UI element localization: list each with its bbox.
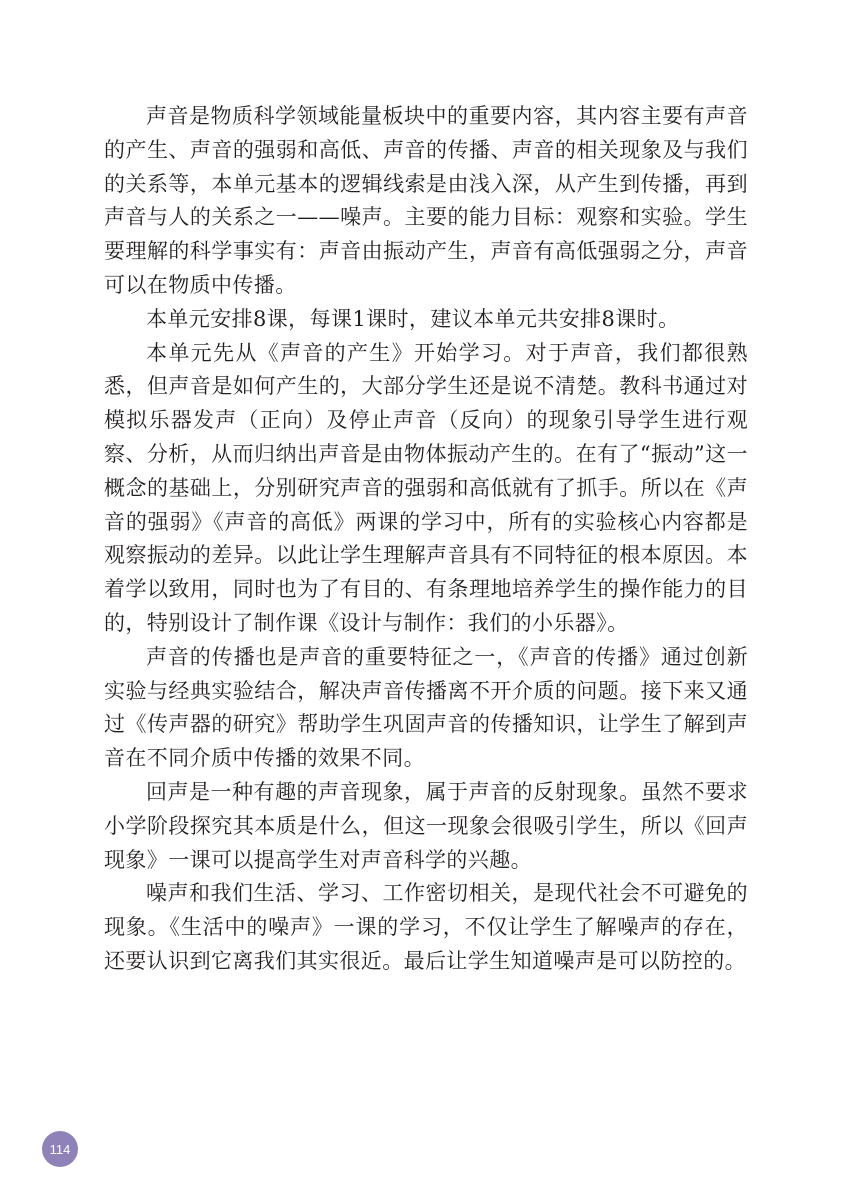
page-body bbox=[104, 100, 748, 979]
paragraph-echo: 回声是一种有趣的声音现象，属于声音的反射现象。虽然不要求小学阶段探究其本质是什么，但这一现象会很吸引学生，所以《回声现象》一课可以提高学生对声音科学的兴趣。 bbox=[104, 779, 748, 872]
paragraph-schedule: 本单元安排8课，每课1课时，建议本单元共安排8课时。 bbox=[146, 306, 680, 331]
paragraph-sound-production: 本单元先从《声音的产生》开始学习。对于声音，我们都很熟悉，但声音是如何产生的，大部分学生还是说不清楚。教科书通过对模拟乐器发声（正向）及停止声音（反向）的现象引导学生进行观察、分析，从而归纳出声音是由物体振动产生的。在有了“振动”这一概念的基础上，分别研究声音的强弱和高低就有了抓手。所以在《声音的强弱》《声音的高低》两课的学习中，所有的实验核心内容都是观察振动的差异。以此让学生理解声音具有不同特征的根本原因。本着学以致用，同时也为了有目的、有条理地培养学生的操作能力的目的，特别设计了制作课《设计与制作：我们的小乐器》。 bbox=[104, 340, 748, 635]
page-number: 114 bbox=[49, 1141, 71, 1157]
paragraph-sound-propagation: 声音的传播也是声音的重要特征之一，《声音的传播》通过创新实验与经典实验结合，解决声音传播离不开介质的问题。接下来又通过《传声器的研究》帮助学生巩固声音的传播知识，让学生了解到声音在不同介质中传播的效果不同。 bbox=[104, 644, 748, 771]
page-number-badge bbox=[42, 1131, 78, 1167]
paragraph-intro: 声音是物质科学领域能量板块中的重要内容，其内容主要有声音的产生、声音的强弱和高低、声音的传播、声音的相关现象及与我们的关系等，本单元基本的逻辑线索是由浅入深，从产生到传播，再到声音与人的关系之一——噪声。主要的能力目标：观察和实验。学生要理解的科学事实有：声音由振动产生，声音有高低强弱之分，声音可以在物质中传播。 bbox=[104, 104, 748, 297]
paragraph-noise: 噪声和我们生活、学习、工作密切相关，是现代社会不可避免的现象。《生活中的噪声》一课的学习，不仅让学生了解噪声的存在，还要认识到它离我们其实很近。最后让学生知道噪声是可以防控的。 bbox=[104, 881, 748, 973]
